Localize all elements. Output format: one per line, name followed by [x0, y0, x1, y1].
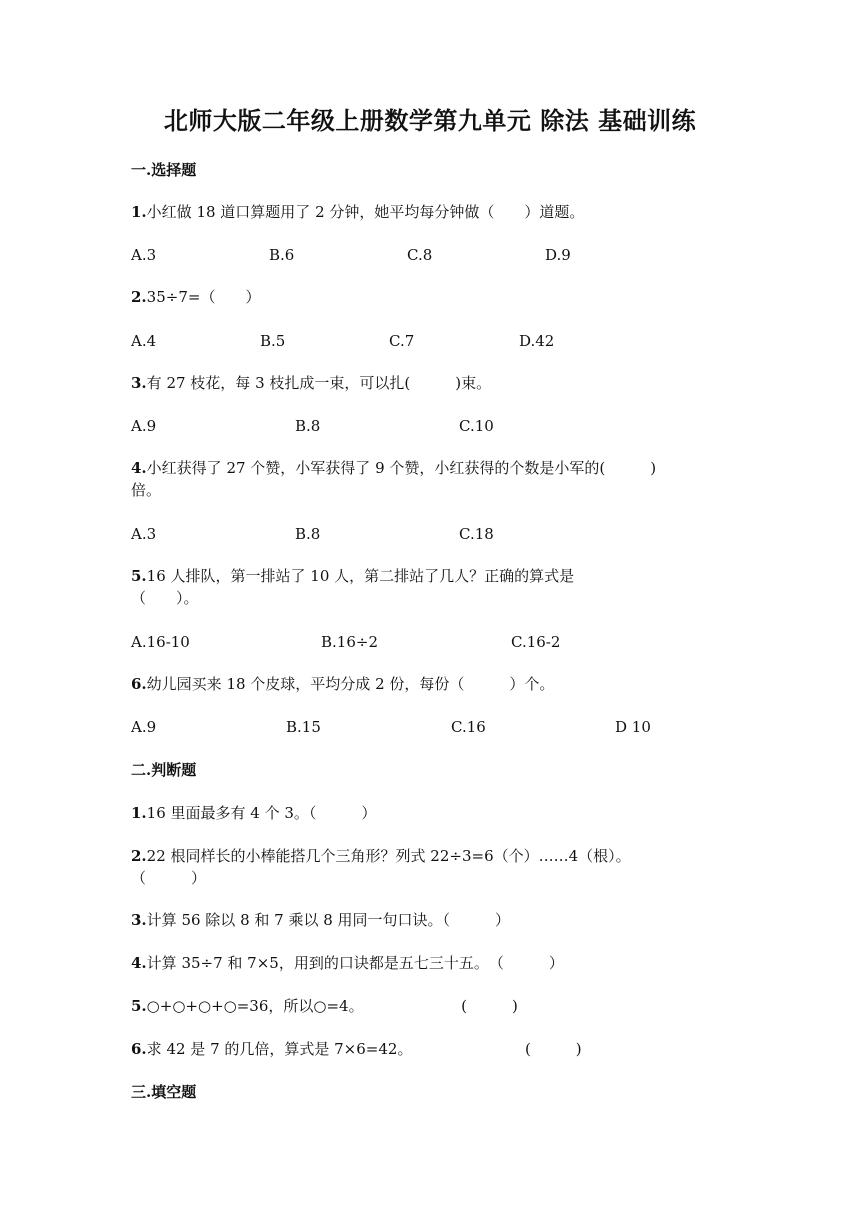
page-title: 北师大版二年级上册数学第九单元 除法 基础训练 — [163, 106, 697, 135]
choice-options-6 — [131, 716, 731, 738]
question-number: 2. — [131, 847, 147, 865]
question-number: 1. — [131, 203, 147, 221]
question-number: 3. — [131, 911, 147, 929]
choice-options-4 — [131, 523, 731, 545]
judge-question-3 — [131, 909, 751, 931]
question-text: 幼儿园买来 18 个皮球，平均分成 2 份，每份（ ）个。 — [146, 675, 555, 693]
question-number: 4. — [131, 459, 147, 477]
judge-question-5 — [131, 995, 751, 1017]
question-text: 有 27 枝花，每 3 枝扎成一束，可以扎( )束。 — [146, 374, 492, 392]
option-c: C.16-2 — [511, 633, 561, 651]
option-a: A.9 — [131, 718, 157, 736]
choice-options-5 — [131, 631, 731, 653]
question-text-continued: （ ） — [131, 869, 207, 887]
question-text: 计算 56 除以 8 和 7 乘以 8 用同一句口诀。（ ） — [146, 911, 511, 929]
question-text: 计算 35÷7 和 7×5，用到的口诀都是五七三十五。 （ ） — [146, 954, 564, 972]
option-a: A.3 — [131, 246, 157, 264]
choice-options-3 — [131, 415, 731, 437]
option-d: D.9 — [545, 246, 571, 264]
option-b: B.5 — [260, 332, 286, 350]
option-b: B.8 — [295, 525, 321, 543]
choice-options-1 — [131, 244, 731, 266]
judge-question-2 — [131, 845, 751, 889]
question-text: 16 里面最多有 4 个 3。（ ） — [146, 804, 377, 822]
question-number: 2. — [131, 288, 147, 306]
section-heading-choice: 一.选择题 — [131, 161, 197, 179]
question-number: 5. — [131, 997, 147, 1015]
option-a: A.4 — [131, 332, 157, 350]
choice-question-4 — [131, 457, 731, 501]
option-c: C.18 — [459, 525, 494, 543]
question-number: 4. — [131, 954, 147, 972]
choice-options-2 — [131, 330, 731, 352]
choice-question-5 — [131, 565, 731, 609]
question-text: 22 根同样长的小棒能搭几个三角形？列式 22÷3=6（个）……4（根）。 — [146, 847, 631, 865]
option-a: A.9 — [131, 417, 157, 435]
choice-question-6 — [131, 673, 731, 695]
option-d: D.42 — [519, 332, 555, 350]
choice-question-2 — [131, 286, 731, 308]
question-number: 5. — [131, 567, 147, 585]
option-b: B.6 — [269, 246, 295, 264]
option-b: B.15 — [286, 718, 321, 736]
option-b: B.8 — [295, 417, 321, 435]
question-number: 3. — [131, 374, 147, 392]
question-text-continued: 倍。 — [131, 481, 162, 499]
judge-question-6 — [131, 1038, 751, 1060]
choice-question-1 — [131, 201, 731, 223]
option-a: A.3 — [131, 525, 157, 543]
question-text: 35÷7=（ ） — [146, 288, 261, 306]
choice-question-3 — [131, 372, 731, 394]
question-text: 小红获得了 27 个赞，小军获得了 9 个赞，小红获得的个数是小军的( ) — [146, 459, 657, 477]
option-c: C.10 — [459, 417, 494, 435]
question-text: 16 人排队，第一排站了 10 人，第二排站了几人？正确的算式是 — [146, 567, 575, 585]
question-text: 小红做 18 道口算题用了 2 分钟，她平均每分钟做（ ）道题。 — [146, 203, 585, 221]
question-text: 求 42 是 7 的几倍，算式是 7×6=42。 ( ) — [146, 1040, 582, 1058]
judge-question-4 — [131, 952, 751, 974]
section-heading-judge: 二.判断题 — [131, 761, 197, 779]
option-d: D 10 — [615, 718, 651, 736]
option-c: C.16 — [451, 718, 486, 736]
question-text-continued: （ ）。 — [131, 589, 199, 607]
option-c: C.7 — [389, 332, 415, 350]
option-b: B.16÷2 — [321, 633, 378, 651]
section-heading-fill: 三.填空题 — [131, 1083, 197, 1101]
option-a: A.16-10 — [131, 633, 190, 651]
question-text: ○+○+○+○=36，所以○=4。 ( ) — [146, 997, 518, 1015]
question-number: 6. — [131, 675, 147, 693]
option-c: C.8 — [407, 246, 433, 264]
judge-question-1 — [131, 802, 751, 824]
question-number: 1. — [131, 804, 147, 822]
question-number: 6. — [131, 1040, 147, 1058]
